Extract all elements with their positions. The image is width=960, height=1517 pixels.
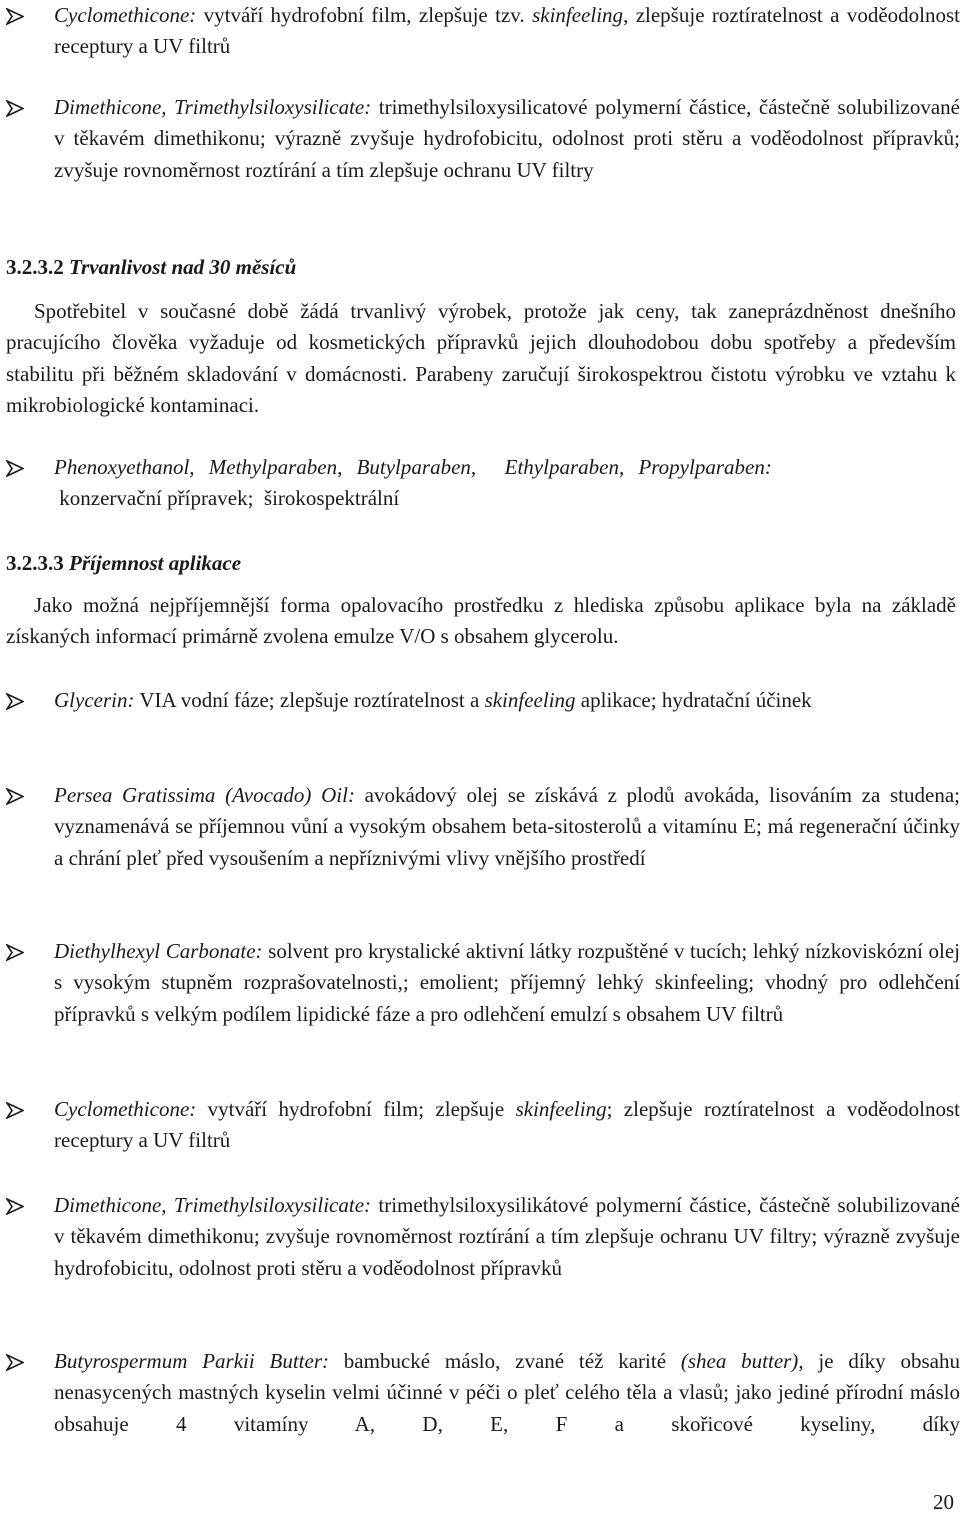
- page-number: 20: [933, 1490, 954, 1514]
- section-heading: 3.2.3.3 Příjemnost aplikace: [6, 551, 242, 575]
- ingredient-name: Cyclomethicone:: [54, 1097, 197, 1121]
- arrowhead-bullet-icon: [6, 780, 26, 811]
- list-item: Dimethicone, Trimethylsiloxysilicate: trimethylsiloxysilikátové polymerní částice, částečně solubilizované v těkavém dimethikonu; zvyšuje rovnoměrnost roztírání a tím zlepšuje ochranu UV filtry; výrazně zvyšuje hydrofobicitu, odolnost proti stěru a voděodolnost přípravků: [6, 1190, 960, 1284]
- ingredient-name: Phenoxyethanol, Methylparaben, Butylparaben, Ethylparaben, Propylparaben:: [54, 455, 772, 479]
- list-item: Persea Gratissima (Avocado) Oil: avokádový olej se získává z plodů avokáda, lisováním za studena; vyznamenává se příjemnou vůní a vysokým obsahem beta-sitosterolů a vitamínu E; má regenerační účinky a chrání pleť před vysoušením a nepříznivými vlivy vnějšího prostředí: [6, 780, 960, 874]
- ingredient-name: Glycerin:: [54, 688, 135, 712]
- arrowhead-bullet-icon: [6, 936, 26, 967]
- ingredient-name: Persea Gratissima (Avocado) Oil:: [54, 783, 355, 807]
- paragraph: Jako možná nejpříjemnější forma opalovacího prostředku z hlediska způsobu aplikace byla na základě získaných informací primárně zvolena emulze V/O s obsahem glycerolu.: [6, 593, 956, 649]
- paragraph: Spotřebitel v současné době žádá trvanlivý výrobek, protože jak ceny, tak zaneprázdněnost dnešního pracujícího člověka vyžaduje od kosmetických přípravků jejich dlouhodobou dobu spotřeby a především stabilitu při běžném skladování v domácnosti. Parabeny zaručují širokospektrou čistotu výrobku ve vztahu k mikrobiologické kontaminaci.: [6, 299, 956, 417]
- list-item: Diethylhexyl Carbonate: solvent pro krystalické aktivní látky rozpuštěné v tucích; lehký nízkoviskózní olej s vysokým stupněm rozprašovatelnosti,; emolient; příjemný lehký skinfeeling; vhodný pro odlehčení přípravků s velkým podílem lipidické fáze a pro odlehčení emulzí s obsahem UV filtrů: [6, 936, 960, 1030]
- arrowhead-bullet-icon: [6, 1190, 26, 1221]
- ingredient-name: Diethylhexyl Carbonate:: [54, 939, 263, 963]
- list-item: Cyclomethicone: vytváří hydrofobní film; zlepšuje skinfeeling; zlepšuje roztíratelnost a voděodolnost receptury a UV filtrů: [6, 1094, 960, 1157]
- ingredient-name: Dimethicone, Trimethylsiloxysilicate:: [54, 95, 372, 119]
- arrowhead-bullet-icon: [6, 1346, 26, 1377]
- list-item: Butyrospermum Parkii Butter: bambucké máslo, zvané též karité (shea butter), je díky obsahu nenasycených mastných kyselin velmi účinné v péči o pleť celého těla a vlasů; jako jediné přírodní máslo obsahuje 4 vitamíny A, D, E, F a skořicové kyseliny, díky: [6, 1346, 960, 1440]
- arrowhead-bullet-icon: [6, 685, 26, 716]
- arrowhead-bullet-icon: [6, 0, 26, 31]
- list-item: Phenoxyethanol, Methylparaben, Butylparaben, Ethylparaben, Propylparaben: konzervační přípravek; širokospektrální: [6, 452, 960, 515]
- arrowhead-bullet-icon: [6, 1094, 26, 1125]
- arrowhead-bullet-icon: [6, 92, 26, 123]
- section-heading: 3.2.3.2 Trvanlivost nad 30 měsíců: [6, 255, 297, 279]
- list-item: Dimethicone, Trimethylsiloxysilicate: trimethylsiloxysilicatové polymerní částice, částečně solubilizované v těkavém dimethikonu; výrazně zvyšuje hydrofobicitu, odolnost proti stěru a voděodolnost přípravků; zvyšuje rovnoměrnost roztírání a tím zlepšuje ochranu UV filtry: [6, 92, 960, 186]
- list-item: Cyclomethicone: vytváří hydrofobní film, zlepšuje tzv. skinfeeling, zlepšuje roztíratelnost a voděodolnost receptury a UV filtrů: [6, 0, 960, 63]
- ingredient-name: Butyrospermum Parkii Butter:: [54, 1349, 329, 1373]
- ingredient-name: Dimethicone, Trimethylsiloxysilicate:: [54, 1193, 372, 1217]
- arrowhead-bullet-icon: [6, 452, 26, 483]
- list-item: Glycerin: VIA vodní fáze; zlepšuje roztíratelnost a skinfeeling aplikace; hydratační účinek: [6, 685, 960, 716]
- ingredient-name: Cyclomethicone:: [54, 3, 197, 27]
